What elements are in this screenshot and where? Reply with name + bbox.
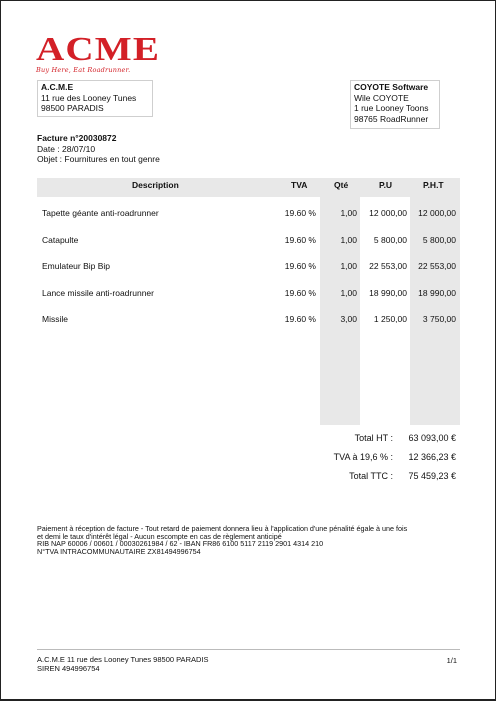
invoice-subject: Objet : Fournitures en tout genre	[37, 154, 160, 165]
client-address-line: 98765 RoadRunner	[354, 113, 429, 124]
terms-line: Paiement à réception de facture - Tout retard de paiement donnera lieu à l'application d'une pénalité égale à une fois	[37, 524, 408, 533]
client-contact: Wile COYOTE	[354, 92, 409, 103]
pht-column-shade	[410, 197, 460, 425]
header-tva: TVA	[291, 180, 308, 190]
row-tva: 19.60 %	[284, 261, 316, 271]
invoice-date: Date : 28/07/10	[37, 143, 96, 154]
page-number: 1/1	[446, 656, 457, 665]
invoice-number: Facture n°20030872	[37, 133, 117, 143]
row-pht: 12 000,00	[418, 208, 456, 218]
row-qty: 1,00	[340, 261, 357, 271]
total-tva-value: 12 366,23 €	[408, 452, 456, 462]
row-pht: 22 553,00	[418, 261, 456, 271]
row-description: Catapulte	[42, 235, 79, 245]
acme-logo	[36, 31, 161, 74]
row-tva: 19.60 %	[284, 314, 316, 324]
total-ht-label: Total HT :	[354, 433, 393, 443]
sender-address-box	[37, 80, 153, 117]
footer-address: A.C.M.E 11 rue des Looney Tunes 98500 PARADIS	[37, 655, 209, 664]
header-description: Description	[132, 180, 179, 190]
total-ht-value: 63 093,00 €	[408, 433, 456, 443]
client-company: COYOTE Software	[354, 82, 429, 92]
total-ttc-value: 75 459,23 €	[408, 471, 456, 481]
row-pht: 5 800,00	[422, 235, 456, 245]
payment-terms	[37, 525, 462, 555]
row-qty: 1,00	[340, 288, 357, 298]
header-pu: P.U	[379, 180, 393, 190]
row-description: Missile	[42, 314, 68, 324]
total-ttc-label: Total TTC :	[349, 471, 393, 481]
row-tva: 19.60 %	[284, 288, 316, 298]
footer-divider	[37, 649, 460, 650]
row-pu: 5 800,00	[373, 235, 407, 245]
sender-address-line: 98500 PARADIS	[41, 103, 104, 114]
bank-details: RIB NAP 60006 / 00601 / 00030261984 / 62 - IBAN FR86 6100 5117 2119 2901 4314 210	[37, 539, 324, 549]
header-pht: P.H.T	[423, 180, 444, 190]
footer-siren: SIREN 494996754	[37, 663, 100, 673]
row-qty: 1,00	[340, 208, 357, 218]
total-tva-label: TVA à 19,6 % :	[333, 452, 393, 462]
sender-address-line: 11 rue des Looney Tunes	[41, 92, 137, 103]
row-pu: 22 553,00	[369, 261, 407, 271]
row-description: Emulateur Bip Bip	[42, 261, 111, 271]
vat-number: N°TVA INTRACOMMUNAUTAIRE ZX81494996754	[37, 546, 201, 556]
logo-wordmark: ACME	[36, 31, 161, 68]
row-pu: 18 990,00	[369, 288, 407, 298]
row-pht: 3 750,00	[422, 314, 456, 324]
sender-name: A.C.M.E	[41, 82, 74, 92]
row-description: Lance missile anti-roadrunner	[42, 288, 154, 298]
row-tva: 19.60 %	[284, 235, 316, 245]
client-address-box	[350, 80, 440, 129]
row-pu: 1 250,00	[373, 314, 407, 324]
invoice-info	[37, 133, 160, 165]
row-description: Tapette géante anti-roadrunner	[42, 208, 159, 218]
page-footer	[37, 656, 209, 673]
logo-tagline: Buy Here, Eat Roadrunner.	[36, 66, 131, 74]
terms-line: et demi le taux d'intérêt légal - Aucun escompte en cas de règlement anticipé	[37, 531, 282, 541]
row-qty: 1,00	[340, 235, 357, 245]
row-pht: 18 990,00	[418, 288, 456, 298]
row-tva: 19.60 %	[284, 208, 316, 218]
client-address-line: 1 rue Looney Toons	[354, 103, 429, 114]
row-pu: 12 000,00	[369, 208, 407, 218]
qty-column-shade	[320, 197, 360, 425]
row-qty: 3,00	[340, 314, 357, 324]
header-qty: Qté	[334, 180, 349, 190]
table-header	[37, 178, 460, 197]
